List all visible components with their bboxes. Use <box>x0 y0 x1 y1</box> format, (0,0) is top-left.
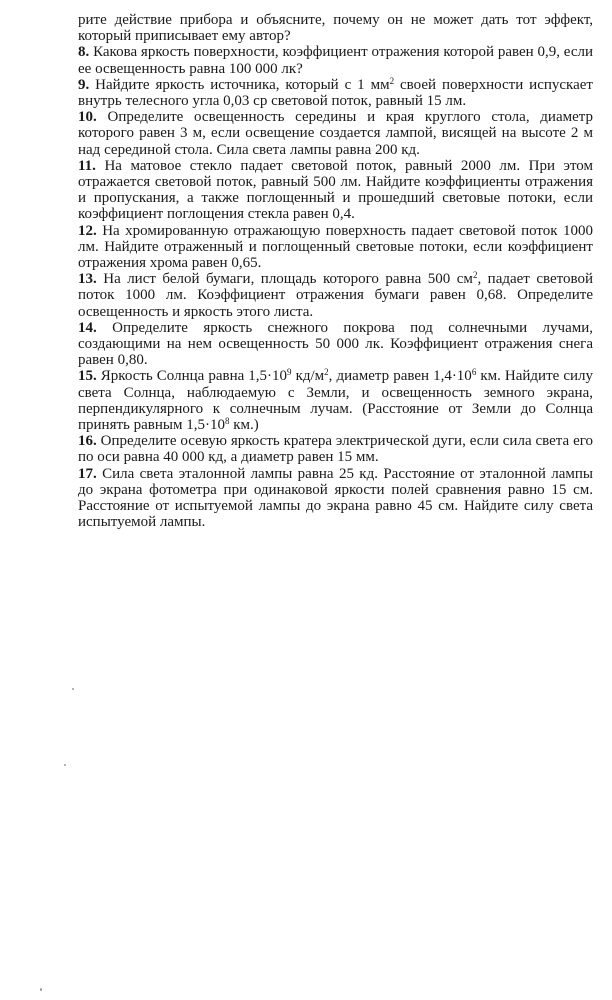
problem-text: , падает световой поток 1000 лм. Коэффициент отражения бумаги равен 0,68. Определите освещенность и яркость этого листа. <box>78 271 593 320</box>
problem-text: Какова яркость поверхности, коэффициент отражения которой равен 0,9, если ее освещенность равна 100 000 лк? <box>78 44 594 77</box>
problem-8 <box>78 44 593 76</box>
problem-text: Определите освещенность середины и края круглого стола, диаметр которого равен 3 м, если освещение создается лампой, висящей на высоте 2 м над серединой стола. Сила света лампы равна 200 кд. <box>78 109 594 158</box>
superscript: 2 <box>324 367 329 378</box>
problem-7-continuation <box>78 12 593 44</box>
problem-number: 17. <box>78 465 97 482</box>
problem-number: 10. <box>78 109 97 126</box>
scan-speck <box>72 688 74 690</box>
page-text <box>78 12 593 531</box>
problem-number: 14. <box>78 319 97 336</box>
superscript: 6 <box>471 367 477 378</box>
problem-17 <box>78 466 593 531</box>
problem-number: 15. <box>78 368 97 385</box>
problem-text: Найдите яркость источника, который с 1 мм <box>95 76 390 93</box>
scan-speck <box>40 988 42 991</box>
problem-16 <box>78 433 593 465</box>
problem-text: , диаметр равен 1,4·10 <box>328 368 472 385</box>
problem-text: Определите яркость снежного покрова под солнечными лучами, создающими на нем освещенность 50 000 лк. Коэффициент отражения снега равен 0,80. <box>78 319 594 369</box>
problem-text: Определите осевую яркость кратера электрической дуги, если сила света его по оси равна 40 000 кд, а диаметр равен 15 мм. <box>78 433 594 466</box>
problem-11 <box>78 158 593 223</box>
problem-text: Яркость Солнца равна 1,5·10 <box>100 368 288 385</box>
superscript: 2 <box>389 75 395 86</box>
superscript: 2 <box>472 270 478 281</box>
problem-text: своей поверхности испускает внутрь телесного угла 0,03 ср световой поток, равный 15 лм. <box>78 76 593 110</box>
problem-15 <box>78 368 593 433</box>
superscript: 9 <box>287 367 292 378</box>
problem-text: км.) <box>229 417 259 434</box>
problem-12 <box>78 223 593 272</box>
problem-number: 12. <box>78 222 97 239</box>
problem-13 <box>78 271 593 320</box>
problem-text: км. Найдите силу света Солнца, наблюдаемую с Земли, и освещенность земного экрана, перпендикулярного к солнечным лучам. (Расстояние от Земли до Солнца принять равным 1,5·10 <box>78 368 594 434</box>
superscript: 8 <box>224 416 230 427</box>
problem-number: 9. <box>78 76 90 93</box>
problem-text: На матовое стекло падает световой поток, равный 2000 лм. При этом отражается световой поток, равный 500 лм. Найдите коэффициенты отражения и пропускания, а также поглощенный и прошедший световые потоки, если коэффициент поглощения стекла равен 0,4. <box>78 157 594 223</box>
problem-number: 8. <box>78 44 90 61</box>
problem-number: 11. <box>78 157 96 174</box>
problem-text: Сила света эталонной лампы равна 25 кд. Расстояние от эталонной лампы до экрана фотометра при одинаковой яркости полей сравнения равно 15 см. Расстояние от испытуемой лампы до экрана равно 45 см. Найдите силу света испытуемой лампы. <box>78 465 593 531</box>
scan-speck <box>64 764 66 766</box>
problem-text: рите действие прибора и объясните, почему он не может дать тот эффект, который приписывает ему автор? <box>78 12 593 45</box>
problem-9 <box>78 77 593 109</box>
problem-text: На лист белой бумаги, площадь которого равна 500 см <box>103 271 473 288</box>
problem-number: 13. <box>78 271 97 288</box>
problem-text: На хромированную отражающую поверхность падает световой поток 1000 лм. Найдите отраженный и поглощенный световые потоки, если коэффициент отражения хрома равен 0,65. <box>78 222 594 272</box>
problem-text: кд/м <box>291 368 325 385</box>
problem-number: 16. <box>78 433 97 450</box>
problem-10 <box>78 109 593 158</box>
problem-14 <box>78 320 593 369</box>
